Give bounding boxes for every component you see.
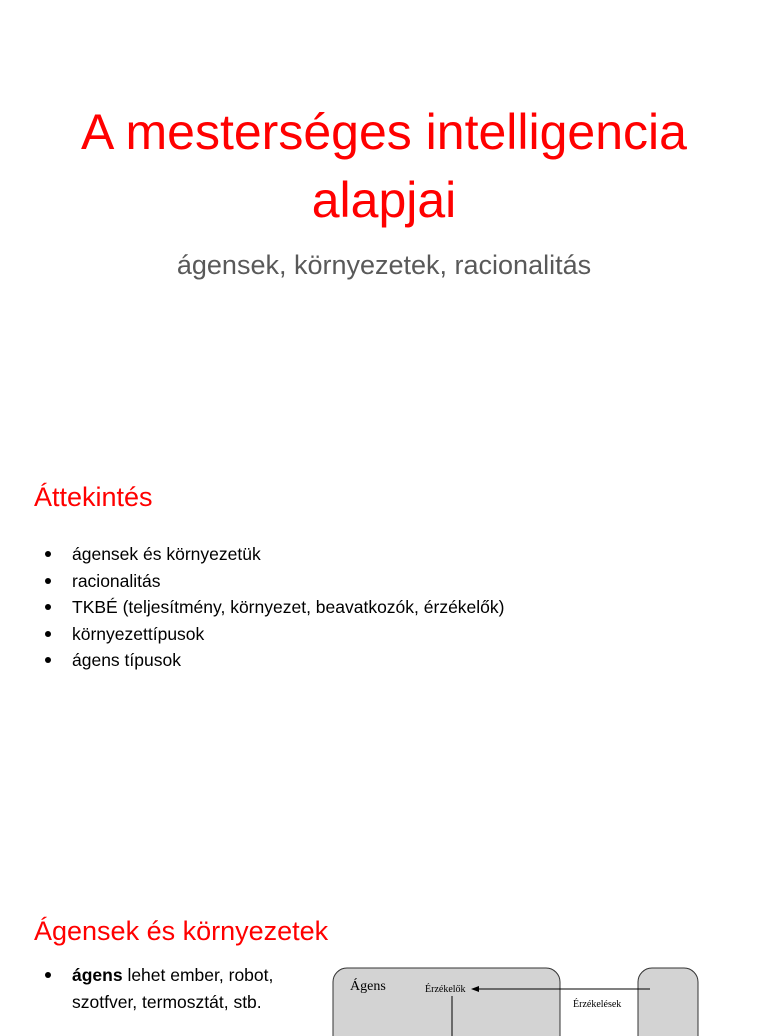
- agent-environment-diagram: [332, 966, 702, 1036]
- list-item: racionalitás: [34, 568, 505, 595]
- list-item: környezettípusok: [34, 621, 505, 648]
- slide-title-line2: alapjai: [311, 172, 457, 228]
- agent-term: ágens: [72, 965, 123, 985]
- environment-box: [638, 968, 698, 1036]
- slide-title: [0, 98, 768, 234]
- percepts-label: Érzékelések: [573, 999, 622, 1010]
- list-item: [34, 962, 273, 1015]
- list-item: ágens típusok: [34, 647, 505, 674]
- agent-term-rest: lehet ember, robot,: [122, 965, 274, 985]
- list-item: TKBÉ (teljesítmény, környezet, beavatkozók, érzékelők): [34, 594, 505, 621]
- agents-heading: Ágensek és környezetek: [34, 916, 329, 946]
- list-item: ágensek és környezetük: [34, 541, 505, 568]
- agent-term-line2: szotfver, termosztát, stb.: [72, 991, 262, 1012]
- overview-list: [34, 541, 505, 674]
- agent-label: Ágens: [350, 979, 386, 994]
- slide-subtitle: ágensek, környezetek, racionalitás: [176, 250, 592, 280]
- sensors-label: Érzékelők: [425, 984, 466, 995]
- agents-list: [34, 962, 273, 1015]
- slide-title-line1: A mesterséges intelligencia: [81, 104, 687, 160]
- overview-heading: Áttekintés: [34, 482, 153, 512]
